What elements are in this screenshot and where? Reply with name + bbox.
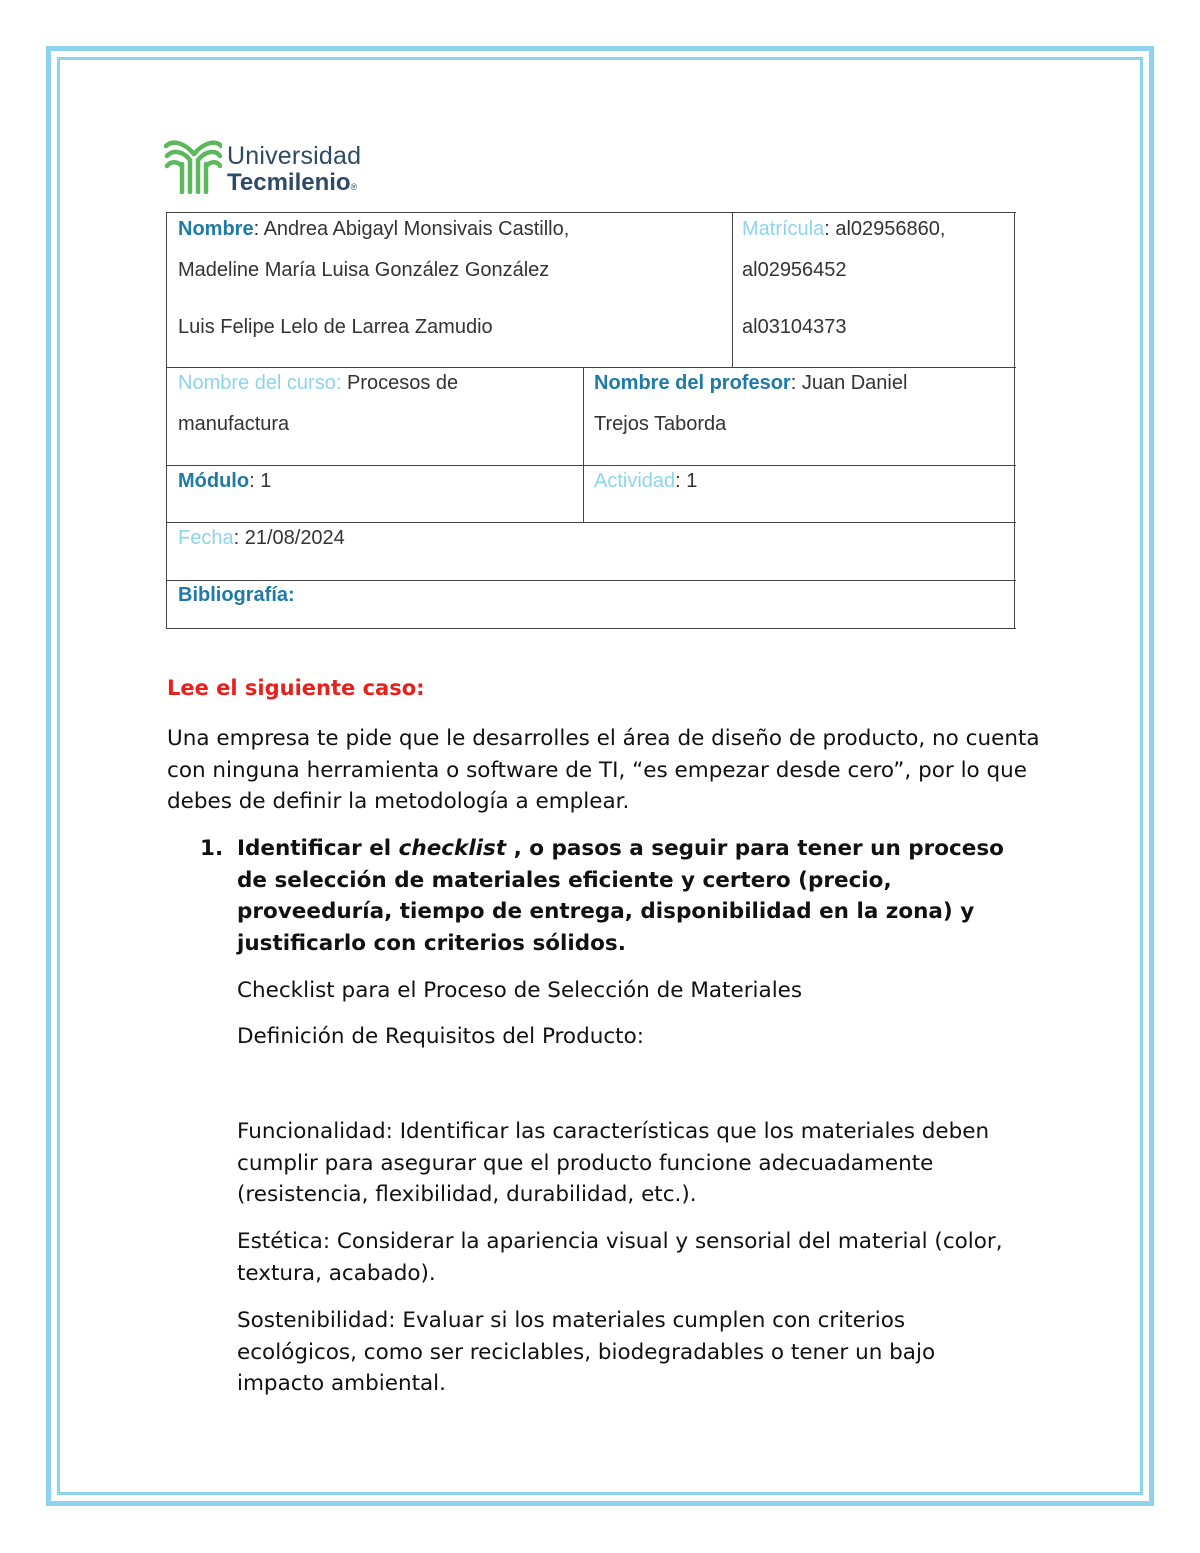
nombre-line-3: Luis Felipe Lelo de Larrea Zamudio (178, 316, 493, 338)
fecha-label: Fecha (178, 527, 234, 549)
nombre-label: Nombre (178, 218, 254, 240)
question-number: 1. (200, 836, 224, 861)
case-heading: Lee el siguiente caso: (167, 676, 425, 700)
answer-sostenibilidad: Sostenibilidad: Evaluar si los materiales cumplen con criterios ecológicos, como ser reciclables, biodegradables o tener un bajo impacto ambiental. (237, 1308, 936, 1396)
matricula-line-3: al03104373 (742, 316, 847, 338)
profesor-line-2: Trejos Taborda (594, 413, 727, 435)
curso-label: Nombre del curso: (178, 372, 342, 394)
nombre-line-2: Madeline María Luisa González González (178, 259, 550, 281)
bibliografia-cell (178, 575, 295, 616)
nombre-value: : Andrea Abigayl Monsivais Castillo, (253, 218, 570, 240)
actividad-label: Actividad (594, 470, 676, 492)
university-logo (164, 136, 404, 196)
curso-value: Procesos de (341, 372, 459, 394)
matricula-line-2: al02956452 (742, 259, 847, 281)
answer-subtitle: Definición de Requisitos del Producto: (237, 1024, 644, 1049)
modulo-label: Módulo (178, 470, 250, 492)
modulo-value: : 1 (249, 470, 272, 492)
actividad-value: : 1 (675, 470, 698, 492)
profesor-label: Nombre del profesor (594, 372, 791, 394)
matricula-label: Matrícula (742, 218, 825, 240)
logo-tecmilenio-text: Tecmilenio® (227, 169, 358, 196)
nombre-cell (178, 209, 569, 250)
tecmilenio-palm-icon (164, 136, 222, 194)
profesor-value: : Juan Daniel (790, 372, 908, 394)
student-info-table (166, 212, 1016, 630)
actividad-cell (594, 461, 697, 502)
matricula-value: : al02956860, (824, 218, 946, 240)
curso-line-2: manufactura (178, 413, 290, 435)
logo-universidad-text: Universidad (227, 142, 362, 170)
modulo-cell (178, 461, 271, 502)
fecha-value: : 21/08/2024 (233, 527, 345, 549)
case-intro: Una empresa te pide que le desarrolles el área de diseño de producto, no cuenta con ninguna herramienta o software de TI, “es empezar desde cero”, por lo que debes de definir la metodología a emplear. (167, 726, 1040, 814)
question-text: Identificar el checklist , o pasos a seguir para tener un proceso de selección de materiales eficiente y certero (precio, proveeduría, tiempo de entrega, disponibilidad en la zona) y justificarlo con criterios sólidos. (237, 836, 1004, 956)
answer-estetica: Estética: Considerar la apariencia visual y sensorial del material (color, textura, acabado). (237, 1229, 1003, 1286)
fecha-cell (178, 518, 345, 559)
matricula-cell (742, 209, 945, 250)
question-italic-term: checklist (398, 836, 507, 861)
bibliografia-label: Bibliografía: (178, 584, 295, 606)
answer-funcionalidad: Funcionalidad: Identificar las características que los materiales deben cumplir para asegurar que el producto funcione adecuadamente (resistencia, flexibilidad, durabilidad, etc.). (237, 1119, 990, 1207)
profesor-cell (594, 363, 907, 404)
answer-title: Checklist para el Proceso de Selección de Materiales (237, 978, 803, 1003)
curso-cell (178, 363, 458, 404)
